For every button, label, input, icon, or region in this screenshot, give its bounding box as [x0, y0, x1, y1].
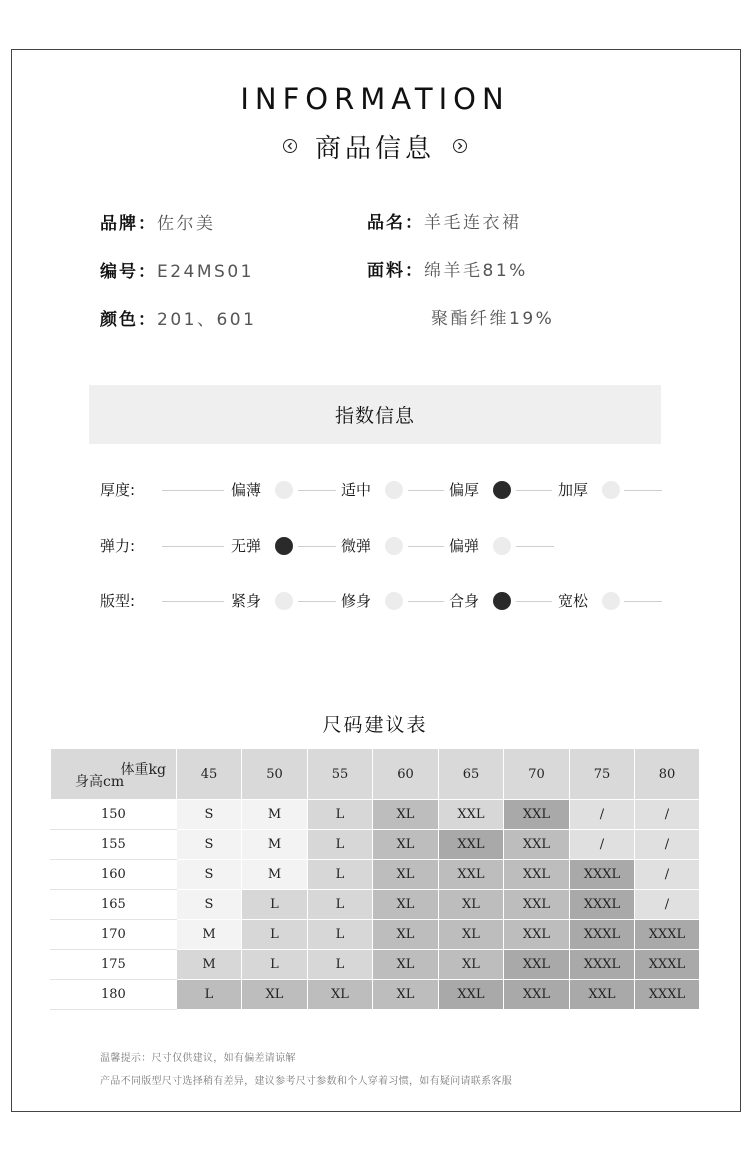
thickness-dot-thick: [493, 481, 511, 499]
size-cell: XL: [439, 950, 504, 980]
weight-axis-label: 体重kg: [120, 762, 166, 778]
size-cell: XL: [373, 800, 439, 830]
size-cell: XL: [439, 890, 504, 920]
size-cell: L: [308, 920, 373, 950]
size-cell: S: [177, 860, 242, 890]
size-cell: S: [177, 890, 242, 920]
chevron-left-circle-icon: [283, 139, 297, 153]
size-cell: XXL: [439, 980, 504, 1010]
height-cell: 160: [51, 860, 177, 890]
size-cell: XL: [373, 980, 439, 1010]
size-cell: M: [242, 830, 308, 860]
fit-dot-loose: [602, 592, 620, 610]
color-label: 颜色：: [100, 310, 157, 330]
size-cell: L: [308, 830, 373, 860]
size-cell: L: [242, 950, 308, 980]
table-row: [51, 950, 700, 980]
weight-header: 55: [308, 749, 373, 800]
height-cell: 150: [51, 800, 177, 830]
size-cell: /: [570, 830, 635, 860]
color-field: [100, 305, 256, 330]
divider-line: [162, 490, 224, 491]
size-cell: L: [308, 860, 373, 890]
table-row: [51, 860, 700, 890]
table-row: [51, 980, 700, 1010]
elasticity-dot-none: [275, 537, 293, 555]
size-cell: XXL: [570, 980, 635, 1010]
size-cell: L: [308, 800, 373, 830]
size-cell: XXXL: [570, 920, 635, 950]
size-cell: S: [177, 800, 242, 830]
table-row: [51, 890, 700, 920]
divider-line: [298, 490, 336, 491]
size-chart-corner-cell: [51, 749, 177, 800]
fit-option-loose: 宽松: [558, 592, 589, 610]
size-cell: L: [177, 980, 242, 1010]
brand-field: [100, 209, 216, 234]
divider-line: [516, 546, 554, 547]
chevron-right-circle-icon: [453, 139, 467, 153]
fabric-value-2-line: [431, 304, 554, 329]
name-value: 羊毛连衣裙: [424, 213, 522, 233]
size-cell: XXXL: [570, 860, 635, 890]
fit-option-tight: 紧身: [231, 592, 262, 610]
size-cell: L: [242, 920, 308, 950]
height-axis-label: 身高cm: [75, 774, 125, 790]
size-chart-header-row: [51, 749, 700, 800]
tip-note: 温馨提示：尺寸仅供建议，如有偏差请谅解: [100, 1053, 296, 1064]
color-value: 201、601: [157, 310, 257, 330]
name-field: [367, 208, 522, 233]
divider-line: [516, 490, 552, 491]
table-row: [51, 830, 700, 860]
height-cell: 165: [51, 890, 177, 920]
size-cell: XXL: [504, 950, 570, 980]
thickness-option-medium: 适中: [341, 481, 372, 499]
table-row: [51, 920, 700, 950]
elasticity-row: [0, 534, 750, 558]
elasticity-dot-slight: [385, 537, 403, 555]
size-cell: M: [242, 800, 308, 830]
size-cell: L: [308, 950, 373, 980]
size-cell: XL: [373, 920, 439, 950]
name-label: 品名：: [367, 213, 424, 233]
size-cell: XXXL: [635, 920, 700, 950]
brand-label: 品牌：: [100, 214, 157, 234]
index-info-header: 指数信息: [89, 385, 661, 444]
size-chart-table: [50, 748, 700, 1010]
elasticity-option-none: 无弹: [231, 537, 262, 555]
fabric-label: 面料：: [367, 261, 424, 281]
fabric-value-1: 绵羊毛81%: [424, 261, 528, 281]
height-cell: 170: [51, 920, 177, 950]
thickness-label: 厚度:: [100, 481, 136, 499]
divider-line: [162, 546, 224, 547]
size-cell: XXL: [504, 920, 570, 950]
fit-row: [0, 589, 750, 613]
elasticity-dot-stretchy: [493, 537, 511, 555]
size-cell: XXL: [439, 860, 504, 890]
size-cell: XXL: [504, 800, 570, 830]
size-cell: XL: [373, 860, 439, 890]
divider-line: [298, 601, 336, 602]
fit-dot-tight: [275, 592, 293, 610]
size-cell: XL: [242, 980, 308, 1010]
weight-header: 60: [373, 749, 439, 800]
brand-value: 佐尔美: [157, 214, 216, 234]
thickness-option-extra-thick: 加厚: [558, 481, 589, 499]
size-cell: M: [177, 920, 242, 950]
table-row: [51, 800, 700, 830]
size-cell: /: [635, 860, 700, 890]
size-cell: XXL: [504, 830, 570, 860]
thickness-dot-medium: [385, 481, 403, 499]
fit-label: 版型:: [100, 592, 136, 610]
title-chinese: 商品信息: [314, 133, 435, 164]
fit-dot-slim: [385, 592, 403, 610]
elasticity-option-slight: 微弹: [341, 537, 372, 555]
weight-header: 50: [242, 749, 308, 800]
size-cell: /: [635, 800, 700, 830]
weight-header: 75: [570, 749, 635, 800]
size-cell: XL: [308, 980, 373, 1010]
divider-line: [624, 490, 662, 491]
title-chinese-row: [0, 128, 750, 164]
title-english: INFORMATION: [240, 82, 510, 116]
size-cell: /: [635, 830, 700, 860]
size-cell: XXXL: [570, 950, 635, 980]
code-label: 编号：: [100, 262, 157, 282]
size-chart-title: 尺码建议表: [322, 714, 428, 736]
divider-line: [298, 546, 336, 547]
size-cell: XXL: [439, 800, 504, 830]
weight-header: 70: [504, 749, 570, 800]
size-cell: XXXL: [570, 890, 635, 920]
code-field: [100, 257, 254, 282]
fabric-field: [367, 256, 528, 281]
size-cell: XL: [373, 950, 439, 980]
elasticity-option-stretchy: 偏弹: [449, 537, 480, 555]
divider-line: [408, 490, 444, 491]
size-cell: XXL: [504, 890, 570, 920]
divider-line: [516, 601, 552, 602]
thickness-option-thin: 偏薄: [231, 481, 262, 499]
code-value: E24MS01: [157, 262, 254, 282]
elasticity-label: 弹力:: [100, 537, 136, 555]
thickness-row: [0, 478, 750, 502]
size-cell: XL: [373, 890, 439, 920]
divider-line: [624, 601, 662, 602]
size-cell: /: [570, 800, 635, 830]
size-cell: XXL: [504, 860, 570, 890]
size-cell: M: [177, 950, 242, 980]
fabric-value-2: 聚酯纤维19%: [431, 309, 555, 329]
size-cell: XXL: [439, 830, 504, 860]
height-cell: 175: [51, 950, 177, 980]
fit-note: 产品不同版型尺寸选择稍有差异，建议参考尺寸参数和个人穿着习惯，如有疑问请联系客服: [100, 1076, 512, 1087]
weight-header: 65: [439, 749, 504, 800]
fit-option-slim: 修身: [341, 592, 372, 610]
size-cell: L: [242, 890, 308, 920]
size-cell: /: [635, 890, 700, 920]
fit-dot-regular: [493, 592, 511, 610]
size-cell: XXXL: [635, 950, 700, 980]
weight-header: 45: [177, 749, 242, 800]
size-cell: XXL: [504, 980, 570, 1010]
height-cell: 180: [51, 980, 177, 1010]
height-cell: 155: [51, 830, 177, 860]
fit-option-regular: 合身: [449, 592, 480, 610]
divider-line: [162, 601, 224, 602]
size-cell: S: [177, 830, 242, 860]
divider-line: [408, 601, 444, 602]
size-cell: XXXL: [635, 980, 700, 1010]
size-cell: XL: [373, 830, 439, 860]
weight-header: 80: [635, 749, 700, 800]
size-cell: L: [308, 890, 373, 920]
divider-line: [408, 546, 444, 547]
thickness-option-thick: 偏厚: [449, 481, 480, 499]
thickness-dot-thin: [275, 481, 293, 499]
thickness-dot-extra-thick: [602, 481, 620, 499]
size-cell: XL: [439, 920, 504, 950]
size-cell: M: [242, 860, 308, 890]
